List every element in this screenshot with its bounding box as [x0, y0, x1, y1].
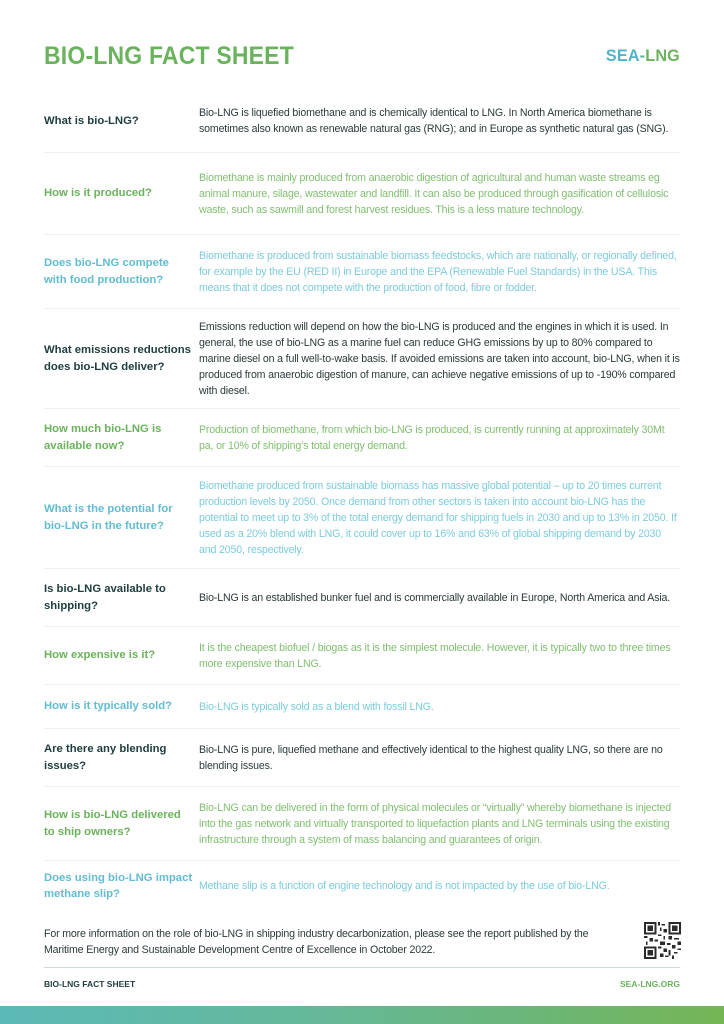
faq-question: Does bio-LNG compete with food production? [44, 257, 169, 286]
faq-question: Does using bio-LNG impact methane slip? [44, 871, 193, 900]
faq-answer: Bio-LNG is liquefied biomethane and is chemically identical to LNG. In North America biomethane is sometimes also known as renewable natural gas (RNG); and in Europe as synthetic natural gas (SNG). [199, 107, 669, 135]
footer-divider [44, 967, 680, 968]
faq-answer: It is the cheapest biofuel / biogas as it is the simplest molecule. However, it is typically two to three times more expensive than LNG. [199, 641, 671, 670]
faq-question: What is bio-LNG? [44, 114, 139, 127]
faq-row [44, 409, 680, 467]
faq-row [44, 861, 680, 911]
header [44, 38, 680, 74]
faq-question: Are there any blending issues? [44, 743, 167, 772]
faq-question: How expensive is it? [44, 649, 156, 662]
faq-row [44, 729, 680, 787]
faq-answer: Bio-LNG can be delivered in the form of physical molecules or “virtually” whereby biomethane is injected into the gas network and virtually transported to liquefaction plants and LNG terminals using the existing infrastructure through a system of mass balancing and guarantees of origin. [199, 801, 671, 846]
faq-row [44, 153, 680, 235]
faq-list [44, 90, 680, 911]
footer-title: BIO-LNG FACT SHEET [44, 979, 136, 989]
logo-dash: - [639, 46, 646, 65]
faq-answer: Bio-LNG is typically sold as a blend with fossil LNG. [199, 700, 434, 713]
faq-question: How is it produced? [44, 187, 152, 200]
faq-answer: Methane slip is a function of engine technology and is not impacted by the use of bio-LNG. [199, 880, 610, 892]
page-title: BIO-LNG FACT SHEET [44, 41, 294, 70]
faq-question: What emissions reductions does bio-LNG deliver? [44, 344, 191, 373]
logo-lng: LNG [645, 46, 680, 65]
faq-answer: Biomethane is produced from sustainable biomass feedstocks, which are nationally, or regionally defined, for example by the EU (RED II) in Europe and the EPA (Renewable Fuel Standards) in the USA. This means that it does not compete with the production of food, fibre or fodder. [199, 249, 677, 294]
faq-question: What is the potential for bio-LNG in the future? [44, 503, 173, 532]
faq-question: Is bio-LNG available to shipping? [44, 583, 166, 612]
sea-lng-logo [606, 46, 680, 66]
footer-website-link[interactable]: SEA-LNG.ORG [620, 979, 680, 989]
faq-question: How is it typically sold? [44, 700, 173, 713]
faq-row [44, 685, 680, 729]
faq-answer: Bio-LNG is an established bunker fuel and is commercially available in Europe, North America and Asia. [199, 591, 671, 604]
faq-row [44, 309, 680, 409]
gradient-footer-bar [0, 1006, 724, 1024]
faq-answer: Bio-LNG is pure, liquefied methane and effectively identical to the highest quality LNG, so there are no blending issues. [199, 743, 663, 772]
faq-row [44, 467, 680, 569]
faq-row [44, 787, 680, 861]
faq-row [44, 90, 680, 153]
faq-question: How is bio-LNG delivered to ship owners? [44, 809, 181, 838]
faq-row [44, 235, 680, 309]
faq-question: How much bio-LNG is available now? [44, 423, 162, 452]
faq-answer: Biomethane produced from sustainable biomass has massive global potential – up to 20 times current production levels by 2050. Once demand from other sectors is taken into account bio-LNG has the potential to meet up to 3% of the total energy demand for shipping fuels in 2030 and up to 13% in 2050. If used as a 20% blend with LNG, it could cover up to 16% and 63% of global shipping demand by 2030 and 2050, respectively. [199, 479, 677, 556]
faq-answer: Emissions reduction will depend on how the bio-LNG is produced and the engines in which it is used. In general, the use of bio-LNG as a marine fuel can reduce GHG emissions by up to 80% compared to marine diesel on a full well-to-wake basis. If avoided emissions are taken into account, bio-LNG, when it is produced from anaerobic digestion of manure, can achieve negative emissions of up to -190% compared with diesel. [199, 320, 680, 397]
faq-row [44, 627, 680, 685]
faq-answer: Production of biomethane, from which bio-LNG is produced, is currently running at approximately 30Mt pa, or 10% of shipping’s total energy demand. [199, 423, 665, 452]
logo-sea: SEA [605, 46, 640, 65]
faq-answer: Biomethane is mainly produced from anaerobic digestion of agricultural and human waste streams eg animal manure, silage, wastewater and landfill. It can also be produced through gasification of cellulosic waste, such as sawmill and forest harvest residues. This is a less mature technology. [199, 171, 669, 216]
more-info-text: For more information on the role of bio-LNG in shipping industry decarbonization, please see the report published by the Maritime Energy and Sustainable Development Centre of Excellence in October 2022. [44, 928, 589, 956]
qr-code-icon[interactable] [644, 922, 681, 959]
faq-row [44, 569, 680, 627]
